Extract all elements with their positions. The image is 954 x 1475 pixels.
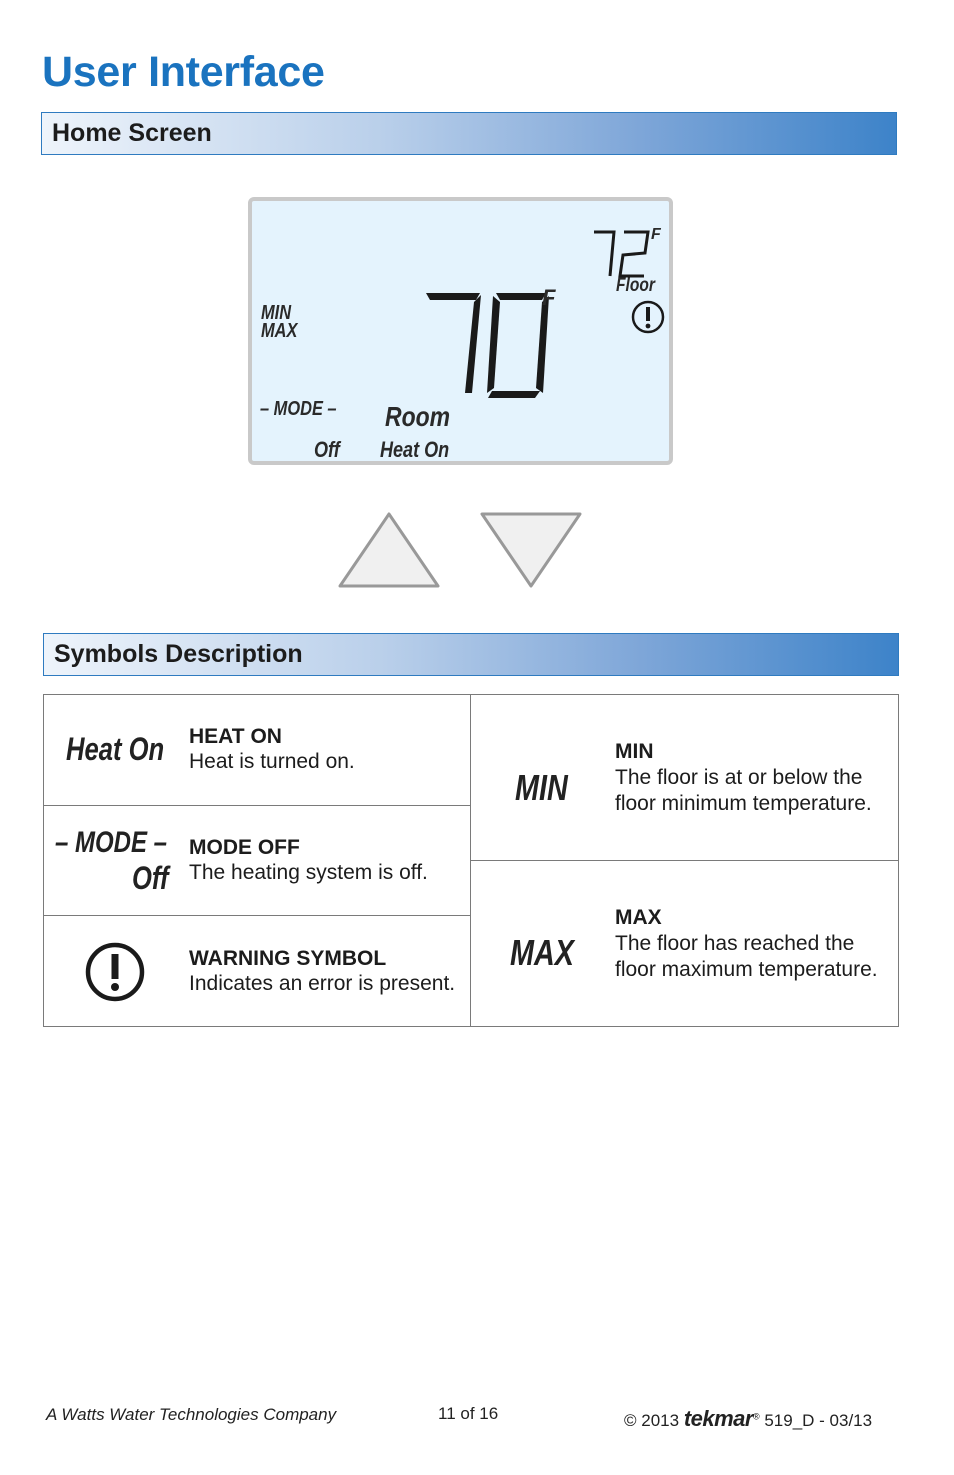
- lcd-floor-label: Floor: [616, 275, 655, 296]
- room-unit: F: [542, 285, 556, 310]
- warning-icon: [630, 299, 666, 335]
- lcd-display: [248, 197, 673, 465]
- symbol-title: MODE OFF: [189, 836, 300, 859]
- lcd-room-label: Room: [385, 401, 451, 432]
- section-header-symbols-description: [43, 633, 899, 676]
- symbol-title: MAX: [615, 906, 662, 929]
- floor-temperature-digits: [590, 229, 652, 279]
- down-arrow-button[interactable]: [478, 510, 584, 590]
- lcd-off-label: Off: [314, 437, 340, 462]
- symbol-title: WARNING SYMBOL: [189, 947, 387, 970]
- max-symbol: MAX: [510, 932, 574, 973]
- symbol-description: Indicates an error is present.: [189, 972, 456, 995]
- symbol-description: floor maximum temperature.: [615, 958, 878, 981]
- section-title: Symbols Description: [54, 640, 303, 668]
- symbol-title: MIN: [615, 740, 654, 763]
- page-number: 11 of 16: [438, 1404, 499, 1423]
- registered-mark: ®: [752, 1411, 760, 1422]
- brand-logo: tekmar: [683, 1406, 753, 1431]
- symbol-description: The floor has reached the: [615, 932, 855, 955]
- lcd-mode-label: – MODE –: [260, 398, 337, 420]
- symbol-title: HEAT ON: [189, 725, 282, 748]
- document-code: 519_D - 03/13: [764, 1411, 873, 1430]
- off-symbol: Off: [132, 860, 169, 896]
- symbol-description: floor minimum temperature.: [615, 792, 872, 815]
- section-title: Home Screen: [52, 119, 212, 147]
- copyright-year: © 2013: [624, 1411, 680, 1430]
- floor-unit: F: [651, 226, 661, 243]
- min-symbol: MIN: [515, 767, 568, 808]
- up-arrow-button[interactable]: [336, 510, 442, 590]
- warning-icon: [84, 941, 146, 1003]
- lcd-min-label: MIN: [261, 302, 292, 324]
- symbol-description: The floor is at or below the: [615, 766, 863, 789]
- symbol-description: Heat is turned on.: [189, 750, 355, 773]
- table-divider: [44, 805, 470, 806]
- footer-copyright: [624, 1406, 872, 1432]
- lcd-readout: [0, 0, 1, 1]
- section-header-home-screen: [41, 112, 897, 155]
- mode-symbol: – MODE –: [55, 826, 168, 859]
- symbols-table: [43, 694, 899, 1027]
- room-temperature-digits: [420, 293, 550, 398]
- table-divider: [470, 860, 898, 861]
- lcd-max-label: MAX: [261, 320, 298, 342]
- footer-company: A Watts Water Technologies Company: [46, 1405, 337, 1424]
- heat-on-symbol: Heat On: [66, 731, 165, 767]
- page-title: User Interface: [42, 48, 325, 96]
- table-divider: [44, 915, 470, 916]
- symbol-description: The heating system is off.: [189, 861, 428, 884]
- lcd-heat-on-label: Heat On: [380, 437, 450, 462]
- room-temperature: [0, 0, 1, 1]
